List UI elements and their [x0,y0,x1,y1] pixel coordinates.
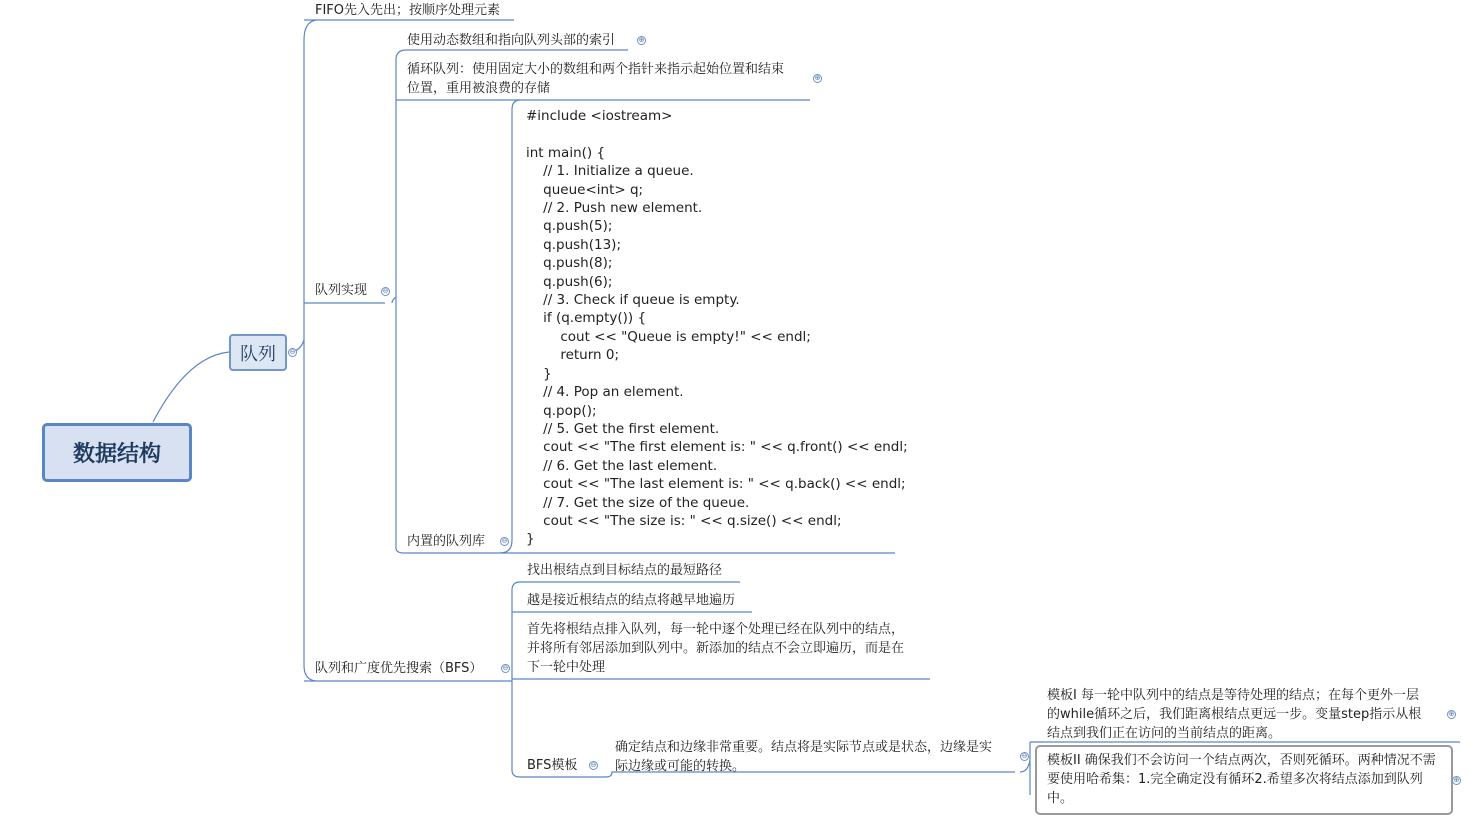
collapse-toggle-icon[interactable]: ⊖ [502,664,509,672]
connector-builtin-code [500,100,520,553]
node-builtin-queue[interactable]: 内置的队列库 [407,534,486,549]
node-bfs[interactable]: 队列和广度优先搜索（BFS） [315,661,483,676]
expand-toggle-icon[interactable]: ⊕ [1453,776,1460,784]
node-bfs-template[interactable]: BFS模板 [527,758,578,773]
node-impl[interactable]: 队列实现 [315,283,368,298]
expand-toggle-icon[interactable]: ⊕ [814,74,821,82]
expand-toggle-icon[interactable]: ⊕ [1448,710,1455,718]
collapse-toggle-icon[interactable]: ⊖ [501,537,508,545]
node-fifo[interactable]: FIFO先入先出；按顺序处理元素 [315,3,501,18]
collapse-toggle-icon[interactable]: ⊖ [289,348,296,356]
connector-template-children [1020,742,1030,795]
root-topic[interactable] [42,423,192,482]
node-circular-queue[interactable]: 循环队列：使用固定大小的数组和两个指针来指示起始位置和结束 位置，重用被浪费的存储 [407,62,785,96]
node-dynamic-array[interactable]: 使用动态数组和指向队列头部的索引 [407,33,616,48]
connector-root-queue [153,352,229,422]
node-template-two[interactable] [1035,745,1453,815]
connector-impl-trunk [392,50,406,553]
node-template-two-text: 模板II 确保我们不会访问一个结点两次，否则死循环。两种情况不需要使用哈希集：1.完全确定没有循环2.希望多次将结点添加到队列中。 [1047,753,1436,806]
collapse-toggle-icon[interactable]: ⊖ [1021,752,1028,760]
node-bfs-process[interactable]: 首先将根结点排入队列，每一轮中逐个处理已经在队列中的结点， 并将所有邻居添加到队列中。新添加的结点不会立即遍历，而是在 下一轮中处理 [527,622,905,675]
node-code-sample[interactable]: #include <iostream> int main() { // 1. Initialize a queue. queue<int> q; // 2. Push new element. q.push(5); q.push(13); q.push(8); q.push(6); // 3. Check if queue is empty. if (q.empty()) { cout << "Queue is empty!" << endl; return 0; } // 4. Pop an element. q.pop(); // 5. Get the first element. cout << "The first element is: " << q.front() << endl; // 6. Get the last element. cout << "The last element is: " << q.back() << endl; // 7. Get the size of the queue. cout << "The size is: " << q.size() << endl; } [526,108,908,548]
connector-trunk-queue [304,20,316,681]
node-closer-first[interactable]: 越是接近根结点的结点将越早地遍历 [527,593,736,608]
collapse-toggle-icon[interactable]: ⊖ [382,287,389,295]
root-topic-label: 数据结构 [72,442,161,467]
main-topic-label: 队列 [240,343,276,365]
node-shortest-path[interactable]: 找出根结点到目标结点的最短路径 [527,563,723,578]
node-template-desc[interactable]: 确定结点和边缘非常重要。结点将是实际节点或是状态，边缘是实 际边缘或可能的转换。 [615,740,993,774]
expand-toggle-icon[interactable]: ⊕ [638,36,645,44]
collapse-toggle-icon[interactable]: ⊖ [590,761,597,769]
node-template-one[interactable]: 模板I 每一轮中队列中的结点是等待处理的结点；在每个更外一层 的while循环之后，我们距离根结点更远一步。变量step指示从根 结点到我们正在访问的当前结点的距离。 [1047,688,1422,741]
main-topic-queue[interactable] [229,334,287,371]
